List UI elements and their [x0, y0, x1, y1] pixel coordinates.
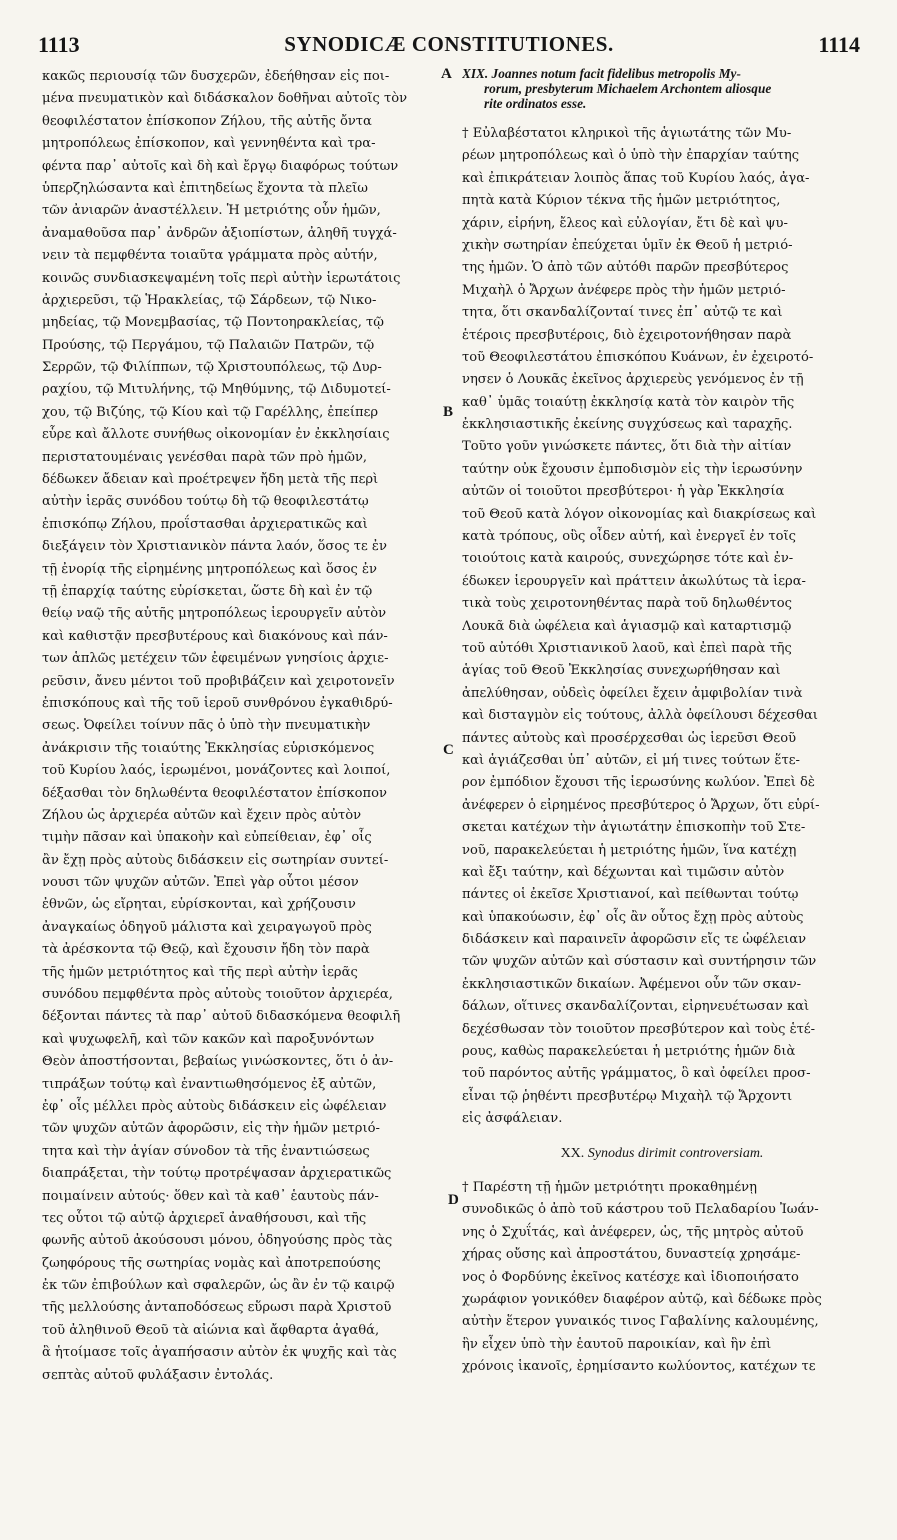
text-line: τιπράξων τούτῳ καὶ ἐναντιωθησόμενος ἐξ αὐτῶν, [42, 1076, 377, 1092]
text-line: ἐκ τῶν ἐπιβούλων καὶ σφαλερῶν, ὡς ἂν ἐν τῷ καιρῷ [42, 1278, 395, 1294]
text-line: χήρας οὔσης καὶ ἀπροστάτου, δυναστείᾳ χρησάμε- [462, 1247, 801, 1263]
text-line: ἑτέροις πρεσβυτέροις, διὸ ἐχειροτονήθησαν παρὰ [462, 327, 792, 343]
text-line: † Εὐλαβέστατοι κληρικοὶ τῆς ἁγιωτάτης τῶν Μυ- [462, 126, 792, 141]
text-line: δέξονται πάντες τὰ παρ᾽ αὐτοῦ διδασκόμενα θεοφιλῆ [42, 1009, 401, 1025]
text-line: χάριν, εἰρήνη, ἔλεος καὶ εὐλογίαν, ἔτι δὲ καὶ ψυ- [462, 215, 788, 231]
text-line: τῶν ψυχῶν αὐτῶν καὶ σύστασιν καὶ συντήρησιν τῶν [462, 954, 817, 970]
text-line: νοῦ, παρακελεύεται ἡ μετριότης ἡμῶν, ἵνα κατέχῃ [462, 842, 797, 858]
text-line: κατὰ τρόπους, οὓς οἶδεν αὐτή, καὶ ἐνεργεῖ ἐν τοῖς [462, 529, 796, 545]
text-line: τητα καὶ τὴν ἁγίαν σύνοδον τὰ τῆς ἐναντιώσεως [42, 1143, 370, 1159]
text-line: τητα, ὅτι σκανδαλίζονταί τινες ἐπ᾽ αὐτῷ τε καὶ [462, 305, 783, 321]
text-line: κοινῶς συνδιασκεψαμένη τοῖς περὶ αὐτὴν ἱερωτάτοις [42, 270, 401, 286]
text-line: καὶ καθιστᾷν πρεσβυτέρους καὶ διακόνους καὶ πάν- [42, 628, 388, 644]
text-line: ἐκκλησιαστικῶν δικαίων. Ἀφέμενοι οὖν τῶν σκαν- [462, 976, 802, 992]
margin-marker-c: C [443, 742, 454, 758]
section-heading-xix-line: rorum, presbyterum Michaelem Archontem aliosque [484, 81, 772, 96]
text-line: διεξάγειν τὸν Χριστιανικὸν πάντα λαόν, ὅσος τε ἐν [42, 539, 387, 555]
text-line: τῶν ἀνιαρῶν ἀναστέλλειν. Ἡ μετριότης οὖν ἡμῶν, [42, 203, 381, 219]
text-line: δέξασθαι τὸν δηλωθέντα θεοφιλέστατον ἐπίσκοπον [42, 785, 387, 801]
text-line: ἀνέφερεν ὁ εἰρημένος πρεσβύτερος ὁ Ἄρχων, ὅτι εὑρί- [462, 797, 820, 813]
text-line: Τοῦτο γοῦν γινώσκετε πάντες, ὅτι διὰ τὴν αἰτίαν [462, 439, 792, 455]
text-line: Μιχαὴλ ὁ Ἄρχων ἀνέφερε πρὸς τὴν ἡμῶν μετριό- [462, 282, 786, 298]
text-line: † Παρέστη τῇ ἡμῶν μετριότητι προκαθημένῃ [462, 1179, 757, 1195]
text-line: τες οὗτοι τῷ αὐτῷ ἀρχιερεῖ ἀναθήσουσι, καὶ τῆς [42, 1210, 367, 1226]
text-line: Ζήλου ὡς ἀρχιερέα αὐτῶν καὶ ἔχειν πρὸς αὐτὸν [42, 807, 362, 823]
text-line: κακῶς περιουσίᾳ τῶν δυσχερῶν, ἐδεήθησαν εἰς ποι- [42, 69, 390, 84]
text-line: μένα πνευματικὸν καὶ διδάσκαλον δοθῆναι αὐτοῖς τὸν [42, 91, 408, 107]
text-line: ἀναμαθοῦσα παρ᾽ ἀνδρῶν ἀξιοπίστων, ἀληθῆ τυγχά- [42, 225, 397, 241]
text-line: θείῳ ναῷ τῆς αὐτῆς μητροπόλεως ἱερουργεῖν αὐτὸν [42, 606, 387, 622]
text-line: καὶ ἔξι ταύτην, καὶ δέχωνται καὶ τιμῶσιν αὐτὸν [462, 864, 785, 880]
page-number-right: 1114 [818, 32, 860, 57]
section-title: Synodus dirimit controversiam. [587, 1145, 764, 1161]
text-line: χρόνοις ἱκανοῖς, ἐρημίσαντο κωλύοντος, κατέχων τε [462, 1359, 816, 1375]
spacer [462, 1131, 862, 1143]
text-line: Σερρῶν, τῷ Φιλίππων, τῷ Χριστουπόλεως, τῷ Δυρ- [42, 360, 382, 376]
text-line: ρον ἐμπόδιον ἔχουσι τῆς ἱερωσύνης κωλύον. Ἐπεὶ δὲ [462, 775, 815, 791]
margin-marker-d: D [448, 1192, 459, 1208]
text-line: ρεῦσιν, ἄνευ μέντοι τοῦ προβιβάζειν καὶ χειροτονεῖν [42, 673, 395, 689]
text-line: ἐφ᾽ οἷς μέλλει πρὸς αὐτοὺς διδάσκειν εἰς ὠφέλειαν [42, 1098, 387, 1114]
text-line: ρέων μητροπόλεως καὶ ὁ ὑπὸ τὴν ἐπαρχίαν ταύτης [462, 148, 800, 164]
section-heading-xix-line: rite ordinatos esse. [484, 96, 587, 111]
text-line: αὐτὴν ἱερᾶς συνόδου τούτῳ δὴ τῷ θεοφιλεστάτῳ [42, 494, 369, 510]
text-line: τῶν ψυχῶν αὐτῶν ἀφορῶσιν, εἰς τὴν ἡμῶν μετριό- [42, 1121, 380, 1137]
text-line: εἰς ἀσφάλειαν. [462, 1111, 563, 1127]
text-line: μητροπόλεως ἐπίσκοπον, καὶ γεννηθέντα καὶ τρα- [42, 136, 376, 152]
text-line: ποιμαίνειν αὐτούς· ὅθεν καὶ τὰ καθ᾽ ἑαυτοὺς πάν- [42, 1188, 379, 1204]
text-line: ἀρχιερεῦσι, τῷ Ἡρακλείας, τῷ Σάρδεων, τῷ Νικο- [42, 292, 377, 308]
text-line: καὶ ψυχωφελῆ, καὶ τῶν κακῶν καὶ παροξυνόντων [42, 1031, 375, 1047]
text-line: αὐτῶν οἱ τοιοῦτοι πρεσβύτεροι· ἡ γὰρ Ἐκκλησία [462, 484, 785, 500]
text-line: σεπτὰς αὐτοῦ φυλάξασιν ἐντολάς. [42, 1367, 274, 1383]
page-number-left: 1113 [38, 32, 80, 57]
text-line: νης ὁ Σχυΐτάς, καὶ ἀνέφερεν, ὡς, τῆς μητρὸς αὐτοῦ [462, 1224, 804, 1240]
text-line: τῆς ἡμῶν μετριότητος καὶ τῆς περὶ αὐτὴν ἱερᾶς [42, 964, 358, 980]
text-line: έδωκεν ἱερουργεῖν καὶ πράττειν ἀκωλύτως τὰ ἱερα- [462, 573, 806, 589]
text-line: ρους, καθὼς παρακελεύεται ἡ μετριότης ἡμῶν διὰ [462, 1044, 796, 1060]
text-line: Λουκᾶ διὰ ὠφέλεια καὶ ἁγιασμῷ καὶ καταρτισμῷ [462, 618, 792, 634]
text-line: ζωηφόρους τῆς σωτηρίας νομὰς καὶ ἀποτρεπούσης [42, 1255, 381, 1271]
text-line: ἂν ἔχῃ πρὸς αὐτοὺς διδάσκειν εἰς σωτηρίαν συντεί- [42, 852, 389, 868]
text-line: ραχίου, τῷ Μιτυλήνης, τῷ Μηθύμνης, τῷ Διδυμοτεί- [42, 382, 391, 398]
text-line: χωράφιον γονικόθεν διαφέρον αὐτῷ, καὶ δέδωκε πρὸς [462, 1291, 822, 1307]
text-line: τοῦ ἀληθινοῦ Θεοῦ τὰ αἰώνια καὶ ἄφθαρτα ἀγαθά, [42, 1322, 380, 1338]
text-line: δάλων, οἵτινες σκανδαλίζονται, εἰρηνευέτωσαν καὶ [462, 999, 810, 1015]
text-line: τοῦ Θεοφιλεστάτου ἐπισκόπου Κυάνων, ἐν ἐχειροτό- [462, 349, 814, 365]
text-line: θεοφιλέστατον ἐπίσκοπον Ζήλου, τῆς αὐτῆς ὄντα [42, 113, 372, 129]
text-line: τοῦ αὐτόθι Χριστιανικοῦ λαοῦ, καὶ ἐπεὶ παρὰ τῆς [462, 640, 792, 656]
text-line: ἐκκλησιαστικῆς ἐκείνης συγχύσεως καὶ ταραχῆς. [462, 417, 793, 433]
text-line: πάντες αὐτοὺς καὶ προσέρχεσθαι ὡς ἱερεῦσι Θεοῦ [462, 730, 797, 746]
text-line: συνοδικῶς ὁ ἀπὸ τοῦ κάστρου τοῦ Πελαδαρίου Ἰωάν- [462, 1202, 819, 1218]
text-line: τῆς μελλούσης ἀνταποδόσεως εὕρωσι παρὰ Χριστοῦ [42, 1300, 392, 1316]
text-line: διδάσκειν καὶ παραινεῖν ἀφορῶσιν εἴς τε ὠφέλειαν [462, 932, 807, 948]
spacer [462, 111, 862, 123]
text-line: καὶ δισταγμὸν εἰς τούτους, ἀλλὰ ὀφείλουσι δέχεσθαι [462, 708, 818, 724]
text-line: τοῦ Κυρίου λαός, ἱερωμένοι, μονάζοντες καὶ λοιποί, [42, 763, 391, 779]
text-line: φωνῆς αὐτοῦ ἀκούσουσι μόνου, ὁδηγούσης πρὸς τὰς [42, 1233, 393, 1249]
text-line: της ἡμῶν. Ὁ ἀπὸ τῶν αὐτόθι παρῶν πρεσβύτερος [462, 260, 789, 276]
text-line: καὶ ἁγιάζεσθαι ὑπ᾽ αὐτῶν, εἰ μή τινες τούτων ἕτε- [462, 752, 800, 768]
text-line: πάντες οἱ ἐκεῖσε Χριστιανοί, καὶ πείθωνται τούτῳ [462, 887, 799, 903]
text-line: ἣν εἶχεν ὑπὸ τὴν ἑαυτοῦ παροικίαν, καὶ ἣν ἐπὶ [462, 1336, 772, 1352]
text-line: χικὴν σωτηρίαν ἐπεύχεται ὑμῖν ἐκ Θεοῦ ἡ μετριό- [462, 237, 793, 253]
text-line: εἶναι τῷ ῥηθέντι πρεσβυτέρῳ Μιχαὴλ τῷ Ἄρχοντι [462, 1088, 793, 1104]
section-heading-xix-line: XIX. Joannes notum facit fidelibus metropolis My- [462, 66, 741, 81]
text-line: νειν τὰ πεμφθέντα τοιαῦτα γράμματα πρὸς αὐτήν, [42, 248, 378, 264]
text-line: τοῦ παρόντος αὐτῆς γράμματος, ὃ καὶ ὀφείλει προσ- [462, 1066, 811, 1082]
running-title: SYNODICÆ CONSTITUTIONES. [284, 32, 614, 56]
right-column [462, 66, 862, 1378]
margin-marker-a: A [441, 66, 452, 82]
text-line: εὗρε καὶ ἄλλοτε συνήθως οἰκονομίαν ἐν ἐκκλησίαις [42, 427, 390, 443]
section-number: XX. [560, 1145, 585, 1161]
text-line: ἁγίας τοῦ Θεοῦ Ἐκκλησίας συνεχωρήθησαν καὶ [462, 663, 781, 679]
text-line: σεως. Ὀφείλει τοίνυν πᾶς ὁ ὑπὸ τὴν πνευματικὴν [42, 718, 371, 734]
text-line: ἐπισκόπους καὶ τῆς τοῦ ἱεροῦ συνθρόνου ἐγκαθιδρύ- [42, 695, 393, 711]
text-line: πητὰ κατὰ Κύριον τέκνα τῆς ἡμῶν μετριότητος, [462, 193, 781, 209]
text-line: τοῦ Θεοῦ κατὰ λόγον οἰκονομίας καὶ διακρίσεως καὶ [462, 506, 817, 522]
text-line: Προύσης, τῷ Περγάμου, τῷ Παλαιῶν Πατρῶν, τῷ [42, 337, 375, 353]
text-line: τῇ ἐπαρχίᾳ ταύτης εὑρίσκεται, ὥστε δὴ καὶ ἐν τῷ [42, 583, 373, 599]
text-line: ἃ ἡτοίμασε τοῖς ἀγαπήσασιν αὐτὸν ἐκ ψυχῆς καὶ τὰς [42, 1345, 397, 1361]
text-line: τὰ ἀρέσκοντα τῷ Θεῷ, καὶ ἔχουσιν ἤδη τὸν παρὰ [42, 942, 370, 958]
text-line: σκεται κατέχων τὴν ἁγιωτάτην ἐπισκοπὴν τοῦ Στε- [462, 820, 806, 836]
margin-marker-b: B [443, 404, 454, 420]
text-line: των ἁπλῶς μετέχειν τῶν ἐφειμένων γνησίοις ἀρχιε- [42, 651, 389, 667]
left-column [42, 66, 447, 1387]
text-line: φέντα παρ᾽ αὐτοῖς καὶ δὴ καὶ ἔργῳ διαφόρως τούτων [42, 158, 399, 174]
text-line: Θεὸν ἀποστήσονται, βεβαίως γινώσκοντες, ὅτι ὁ ἀν- [42, 1054, 394, 1070]
text-line: ἀνάκρισιν τῆς τοιαύτης Ἐκκλησίας εὑρισκόμενος [42, 740, 375, 756]
text-line: ἀναγκαίως ὁδηγοῦ μάλιστα καὶ χειραγωγοῦ πρὸς [42, 919, 372, 935]
text-line: τικὰ τοὺς χειροτονηθέντας παρὰ τοῦ δηλωθέντος [462, 596, 792, 612]
text-line: τῇ ἐνορίᾳ τῆς εἰρημένης μητροπόλεως καὶ ὅσος ἐν [42, 561, 378, 577]
text-line: συνόδου πεμφθέντα πρὸς αὐτοὺς τοιοῦτον ἀρχιερέα, [42, 987, 393, 1003]
spacer [462, 1165, 862, 1177]
text-line: χου, τῷ Βιζύης, τῷ Κίου καὶ τῷ Γαρέλλης, ἐπείπερ [42, 404, 379, 420]
text-line: περιστατουμέναις γενέσθαι παρὰ τῶν πρὸ ἡμῶν, [42, 449, 368, 465]
text-line: ὑπερζηλώσαντα καὶ ἐπιτηδείως ἔχοντα τὰ πλεῖω [42, 180, 368, 196]
text-line: αὐτὴν ἕτερον γυναικός τινος Γαβαλίνης καλουμένης, [462, 1314, 819, 1330]
text-line: δέδωκεν ἄδειαν καὶ προέτρεψεν ἤδη μετὰ τῆς περὶ [42, 472, 379, 488]
text-line: νουσι τῶν ψυχῶν αὐτῶν. Ἐπεὶ γὰρ οὗτοι μέσον [42, 875, 359, 891]
text-line: μηδείας, τῷ Μονεμβασίας, τῷ Ποντοηρακλείας, τῷ [42, 315, 384, 331]
text-line: καὶ ἐπικράτειαν λοιπὸς ἅπας τοῦ Κυρίου λαός, ἀγα- [462, 170, 810, 186]
text-line: καὶ ὑπακούωσιν, ἐφ᾽ οἷς ἂν οὗτος ἔχῃ πρὸς αὐτοὺς [462, 909, 804, 925]
page-header [38, 32, 860, 62]
section-heading-xx [462, 1143, 862, 1165]
text-line: ταύτην οὐκ ἔχουσιν ἐμποδισμὸν εἰς τὴν ἱερωσύνην [462, 461, 803, 477]
text-line: τοιούτοις κατὰ καιρούς, συνεχώρησε τότε καὶ ἐν- [462, 551, 794, 567]
text-line: καθ᾽ ὑμᾶς τοιαύτῃ ἐκκλησίᾳ κατὰ τὸν καιρὸν τῆς [462, 394, 795, 410]
text-line: τιμὴν πᾶσαν καὶ ὑπακοὴν καὶ εὐπείθειαν, ἐφ᾽ οἷς [42, 830, 372, 846]
text-line: ἐθνῶν, ὡς εἴρηται, εὑρίσκονται, καὶ χρήζουσιν [42, 897, 356, 913]
text-line: νησεν ὁ Λουκᾶς ἐκεῖνος ἀρχιερεὺς γενόμενος ἐν τῇ [462, 372, 804, 388]
text-line: δεχέσθωσαν τὸν τοιοῦτον πρεσβύτερον καὶ τοὺς ἑτέ- [462, 1021, 816, 1037]
text-line: ἀπελύθησαν, οὐδεὶς ὀφείλει ἔχειν ἀμφιβολίαν τινὰ [462, 685, 803, 701]
text-line: ἐπισκόπῳ Ζήλου, προΐστασθαι ἀρχιερατικῶς καὶ [42, 516, 368, 532]
text-line: νος ὁ Φορδύνης ἐκεῖνος κατέσχε καὶ ἰδιοποιήσατο [462, 1269, 799, 1285]
text-line: διαπράξεται, τὴν τούτῳ προτρέψασαν ἀρχιερατικῶς [42, 1166, 392, 1182]
